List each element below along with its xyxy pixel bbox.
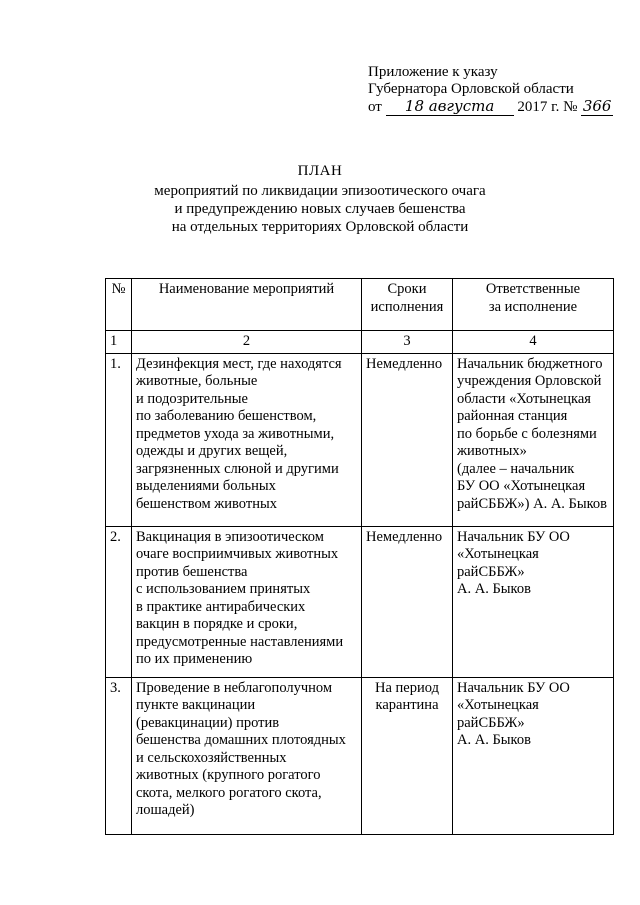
header-number: №	[106, 279, 132, 331]
title-subtitle: мероприятий по ликвидации эпизоотического очага и предупреждению новых случаев бешенства на отдельных территориях Орловской области	[154, 183, 486, 235]
handwritten-number: 366	[582, 97, 612, 115]
handwritten-date: 18 августа	[386, 98, 514, 116]
appendix-line-1: Приложение к указу	[368, 64, 498, 80]
numbering-cell: 3	[362, 331, 453, 354]
document-title	[0, 162, 640, 236]
numbering-cell: 2	[132, 331, 362, 354]
row-number: 3.	[106, 677, 132, 834]
appendix-date-line	[368, 98, 618, 116]
header-deadline: Сроки исполнения	[362, 279, 453, 331]
header-activity: Наименование мероприятий	[132, 279, 362, 331]
row-responsible: Начальник бюджетного учреждения Орловской области «Хотынецкая районная станция по борьбе с болезнями животных» (далее – начальник БУ ОО «Хотынецкая райСББЖ») А. А. Быков	[453, 353, 614, 526]
row-activity: Дезинфекция мест, где находятся животные, больные и подозрительные по заболеванию бешенством, предметов ухода за животными, одежды и других вещей, загрязненных слюной и другими выделениями больных бешенством животных	[132, 353, 362, 526]
row-activity: Проведение в неблагополучном пункте вакцинации (ревакцинации) против бешенства домашних плотоядных и сельскохозяйственных животных (крупного рогатого скота, мелкого рогатого скота, лошадей)	[132, 677, 362, 834]
row-responsible: Начальник БУ ОО «Хотынецкая райСББЖ» А. А. Быков	[453, 526, 614, 677]
table-row	[106, 526, 614, 677]
row-activity: Вакцинация в эпизоотическом очаге восприимчивых животных против бешенства с использованием принятых в практике антирабических вакцин в порядке и сроки, предусмотренные наставлениями по их применению	[132, 526, 362, 677]
header-responsible: Ответственные за исполнение	[453, 279, 614, 331]
table-row	[106, 677, 614, 834]
year-label: 2017 г. №	[517, 99, 578, 115]
row-number: 2.	[106, 526, 132, 677]
table-header-row	[106, 279, 614, 331]
table-row	[106, 353, 614, 526]
row-responsible: Начальник БУ ОО «Хотынецкая райСББЖ» А. А. Быков	[453, 677, 614, 834]
appendix-line-2: Губернатора Орловской области	[368, 81, 574, 97]
title-heading: ПЛАН	[297, 163, 343, 179]
plan-table	[105, 278, 614, 835]
row-deadline: Немедленно	[362, 353, 453, 526]
row-deadline: Немедленно	[362, 526, 453, 677]
numbering-cell: 1	[106, 331, 132, 354]
appendix-block	[368, 64, 618, 116]
row-number: 1.	[106, 353, 132, 526]
row-deadline: На период карантина	[362, 677, 453, 834]
date-prefix: от	[368, 99, 382, 115]
numbering-cell: 4	[453, 331, 614, 354]
table-numbering-row	[106, 331, 614, 354]
